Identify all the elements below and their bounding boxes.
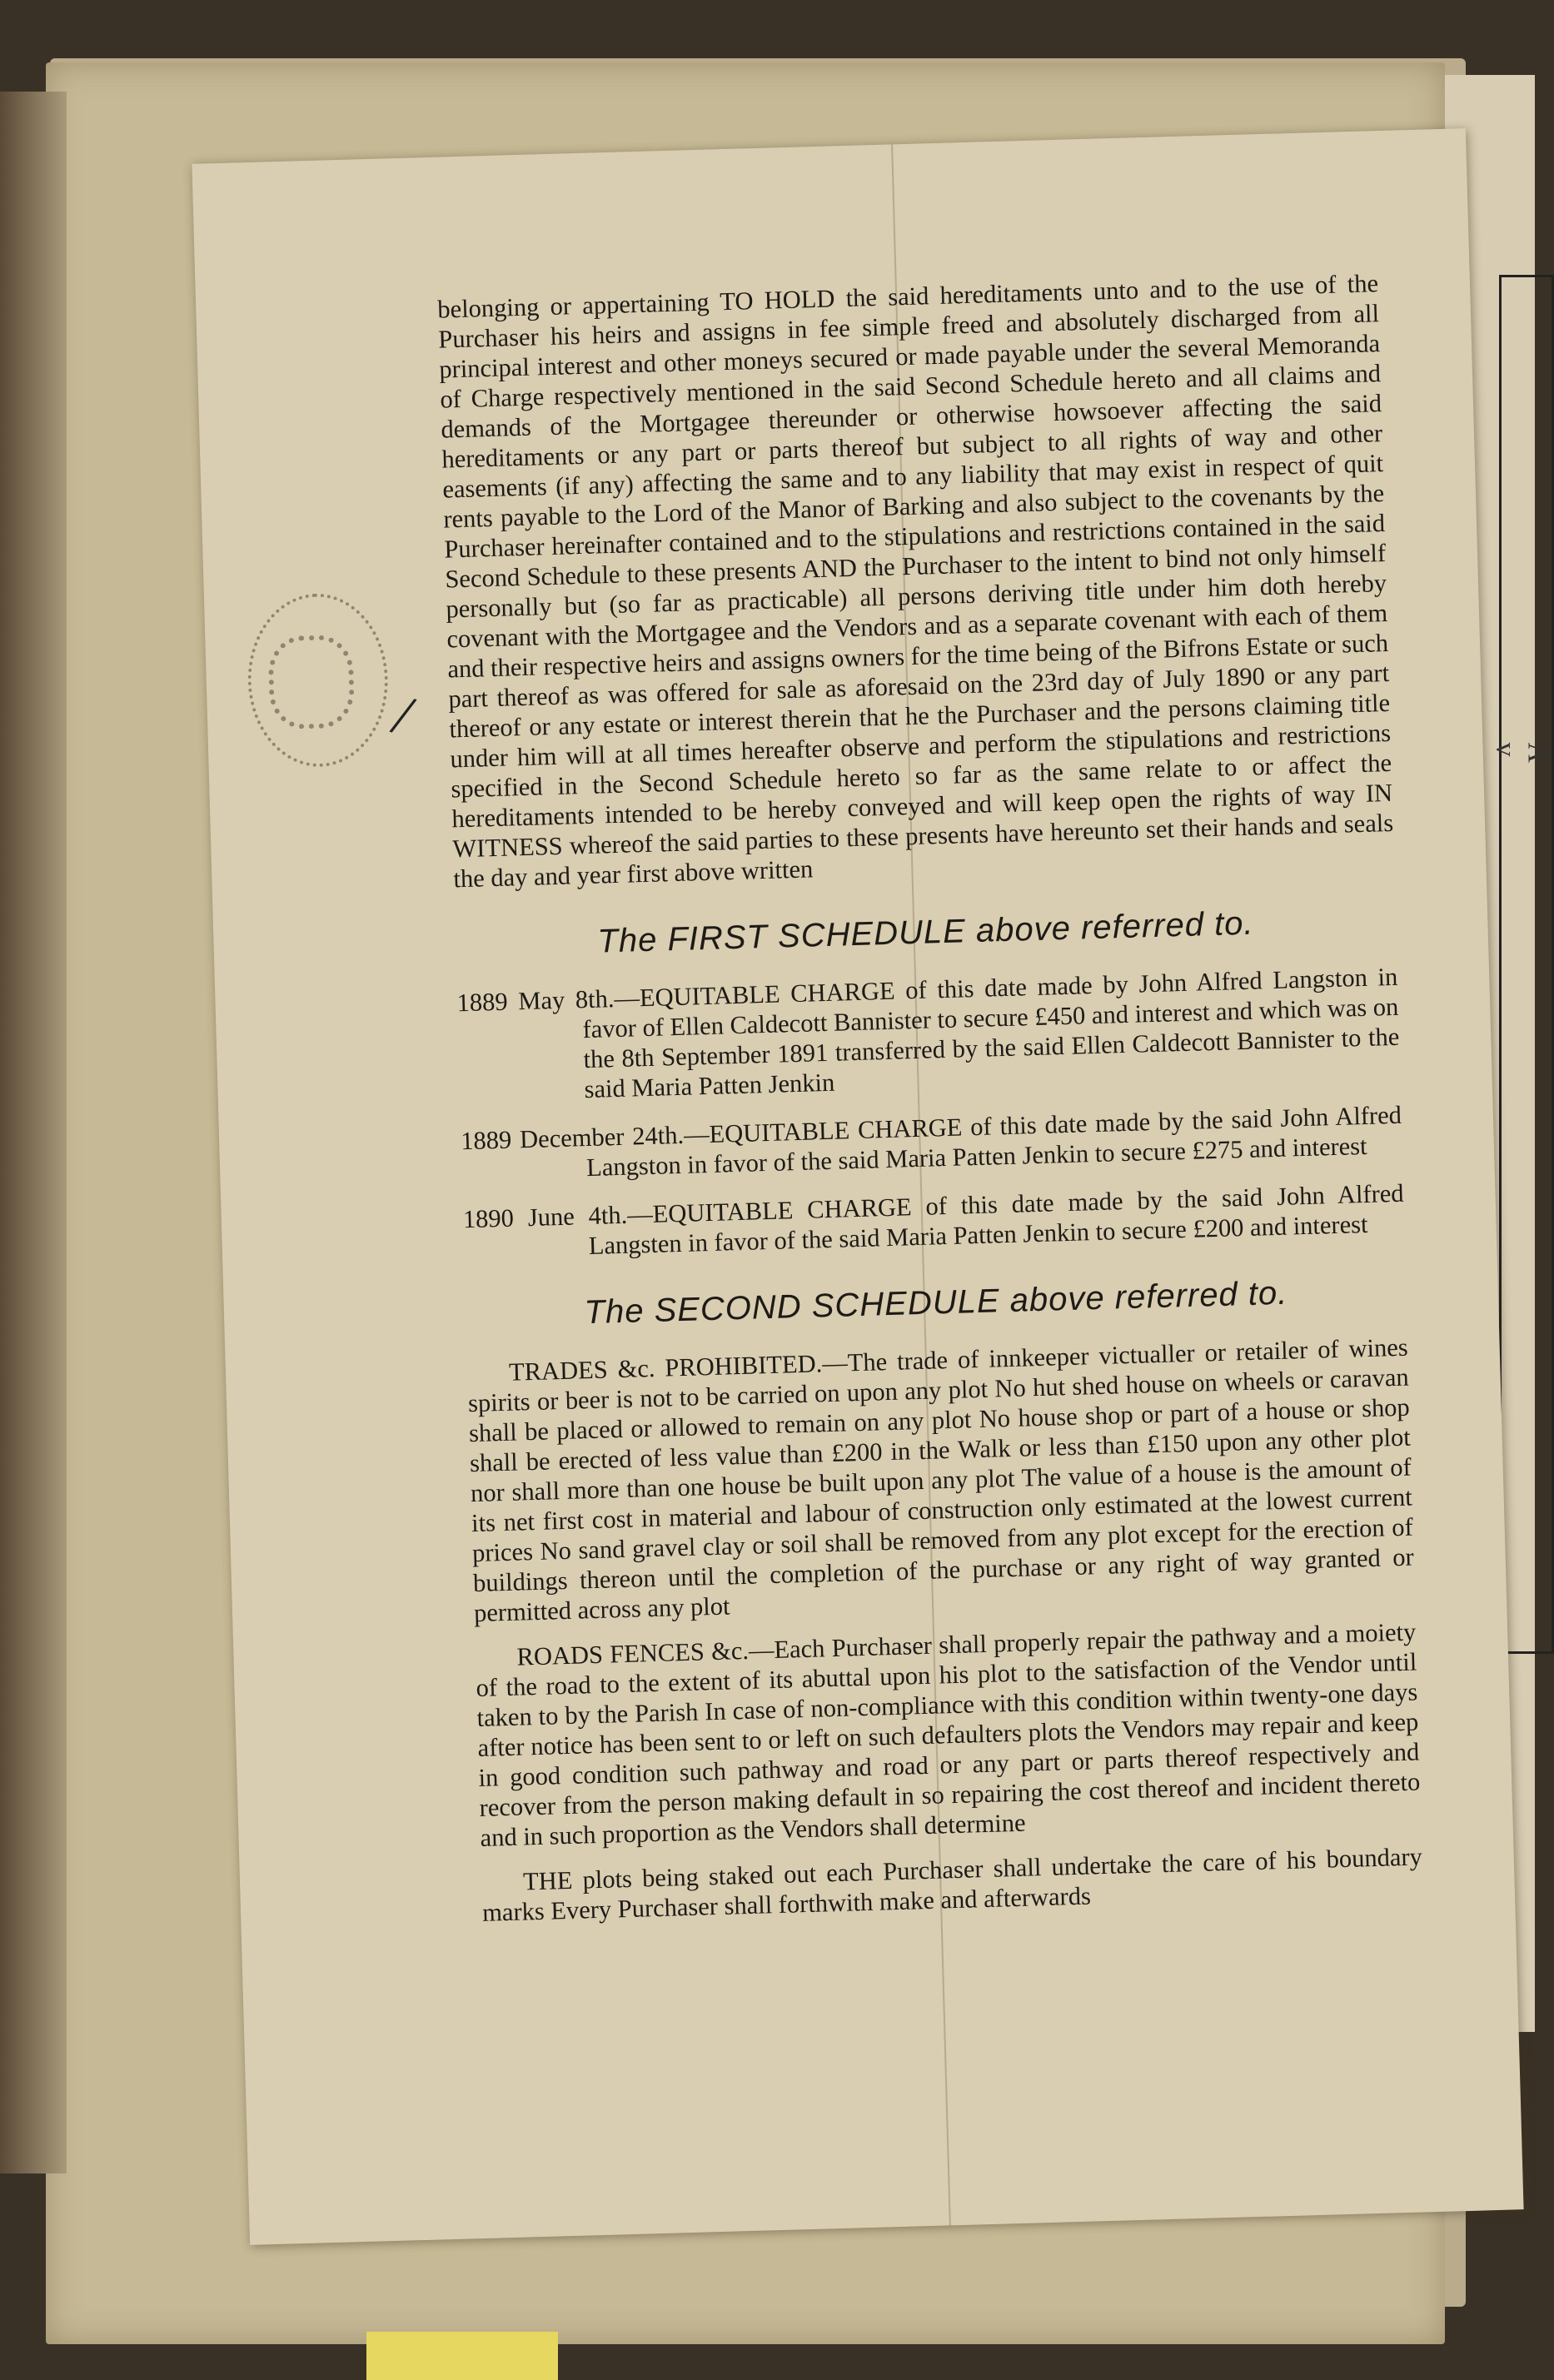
pencil-tick-mark-icon: /: [385, 682, 421, 749]
second-schedule-heading: The SECOND SCHEDULE above referred to.: [583, 1274, 1288, 1332]
adjacent-page-border-box: [1499, 275, 1554, 1654]
binding-edge: [0, 92, 67, 2173]
first-schedule-entry: 1889 December 24th.—EQUITABLE CHARGE of this date made by the said John Alfred Langston in favor of the said Maria Patten Jenkin to secure £275 and interest: [460, 1100, 1402, 1183]
second-schedule-clause: THE plots being staked out each Purchaser shall undertake the care of his boundary marks Every Purchaser shall forthwith make and afterwards: [481, 1842, 1423, 1927]
first-schedule-entry: 1890 June 4th.—EQUITABLE CHARGE of this date made by the said John Alfred Langsten in favor of the said Maria Patten Jenkin to secure £200 and interest: [462, 1178, 1404, 1261]
document-page: [192, 128, 1523, 2245]
second-schedule-clause: ROADS FENCES &c.—Each Purchaser shall properly repair the pathway and a moiety of the road to the extent of its abuttal upon his plot to the satisfaction of the Vendor until taken to by the Parish In case of non-compliance with this condition within twenty-one days after notice has been sent to or left on such defaulters plots the Vendors may repair and keep in good condition such pathway and road or any part or parts thereof respectively and recover from the person making default in so repairing the cost thereof and incident thereto and in such proportion as the Vendors shall determine: [476, 1617, 1421, 1852]
document-text: [437, 268, 1423, 1928]
adjacent-page-text-fragment: A v: [1490, 742, 1553, 762]
second-schedule-clause: TRADES &c. PROHIBITED.—The trade of innkeeper victualler or retailer of wines spirits or beer is not to be carried on upon any plot No hut shed house on wheels or caravan shall be placed or allowed to remain on any plot No house shop or part of a house or shop shall be erected of less value than £200 in the Walk or less than £150 upon any other plot nor shall more than one house be built upon any plot The value of a house is the amount of its net first cost in material and labour of construction only estimated at the lowest current prices No sand gravel clay or soil shall be removed from any plot except for the erection of buildings thereon until the completion of the purchase or any right of way granted or permitted across any plot: [467, 1332, 1415, 1628]
perforation-stamp-inner-icon: [267, 635, 355, 730]
opening-paragraph: belonging or appertaining TO HOLD the said hereditaments unto and to the use of the Purchaser his heirs and assigns in fee simple freed and absolutely discharged from all principal interest and other moneys secured or made payable under the several Memoranda of Charge respectively mentioned in the said Second Schedule hereto and all claims and demands of the Mortgagee thereunder or otherwise howsoever affecting the said hereditaments or any part or parts thereof but subject to all rights of way and other easements (if any) affecting the same and to any liability that may exist in respect of quit rents payable to the Lord of the Manor of Barking and also subject to the covenants by the Purchaser hereinafter contained and to the stipulations and restrictions contained in the said Second Schedule to these presents AND the Purchaser to the intent to bind not only himself personally but (so far as practicable) all persons deriving title under him doth hereby covenant with the Mortgagee and the Vendors and as a separate covenant with each of them and their respective heirs and assigns owners for the time being of the Bifrons Estate or such part thereof as was offered for sale as aforesaid on the 23rd day of July 1890 or any part thereof or any estate or interest therein that he the Purchaser and the persons claiming title under him will at all times hereafter observe and perform the stipulations and restrictions specified in the Second Schedule hereto so far as the same relate to or affect the hereditaments intended to be hereby conveyed and will keep open the rights of way IN WITNESS whereof the said parties to these presents have hereunto set their hands and seals the day and year first above written: [436, 269, 1394, 894]
first-schedule-heading: The FIRST SCHEDULE above referred to.: [596, 904, 1255, 960]
yellow-tab: [366, 2332, 558, 2380]
first-schedule-entry: 1889 May 8th.—EQUITABLE CHARGE of this date made by John Alfred Langston in favor of Ellen Caldecott Bannister to secure £450 and interest and which was on the 8th September 1891 transferred by the said Ellen Caldecott Bannister to the said Maria Patten Jenkin: [456, 962, 1400, 1104]
